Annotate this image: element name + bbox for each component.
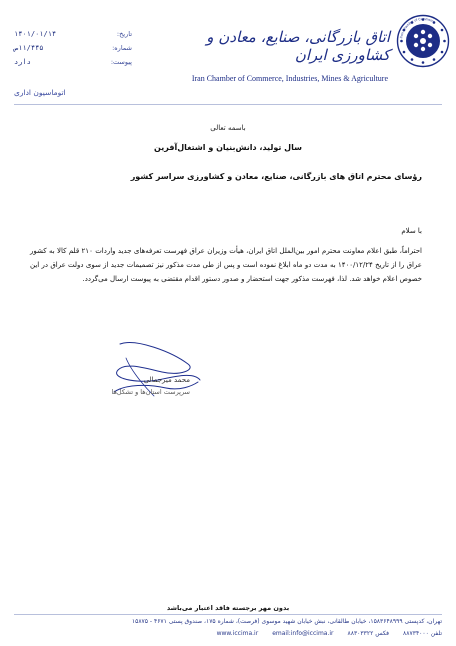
- signer-title: سرپرست استان‌ها و تشکل‌ها: [111, 388, 190, 396]
- date-value: ۱۴۰۱/۰۱/۱۴: [14, 30, 57, 38]
- year-motto: سال تولید، دانش‌بنیان و اشتغال‌آفرین: [154, 143, 302, 152]
- footer-address: تهران، کدپستی ۱۵۸۳۶۴۸۹۹۹، خیابان طالقانی، نبش خیابان شهید موسوی (فرصت)، شماره ۱۷۵، صندوق پستی ۴۶۷۱ - ۱۵۸۷۵: [131, 618, 442, 625]
- date-row: [14, 30, 132, 44]
- footer-phone: تلفن ۸۸۷۳۴۰۰۰: [403, 630, 442, 637]
- greeting: با سلام: [401, 227, 422, 235]
- number-label: شماره:: [112, 44, 132, 52]
- attachment-label: پیوست:: [110, 58, 132, 66]
- chamber-name-en: Iran Chamber of Commerce, Industries, Mines & Agriculture: [191, 74, 388, 83]
- header-divider: [14, 104, 442, 105]
- logo-text: Iran Chamber of Commerce: [399, 16, 436, 39]
- letter-body: احتراماً، طبق اعلام معاونت محترم امور بین‌الملل اتاق ایران، هیأت وزیران عراق فهرست تعرفه‌های جدید واردات ۲۱۰ قلم کالا به کشور عراق را از تاریخ ۱۴۰۰/۱۲/۲۴ به مدت دو ماه ابلاغ نموده است و پس از طی مدت مذکور نیز تصمیمات جدید از سوی دولت عراق در این خصوص اعلام خواهد شد. لذا، فهرست مذکور جهت استحضار و صدور دستور اقدام مقتضی به پیوست ارسال می‌گردد.: [30, 247, 422, 284]
- chamber-logo-icon: [396, 14, 450, 68]
- chamber-name-fa: اتاق بازرگانی، صنایع، معادن و کشاورزی ایران: [206, 28, 390, 64]
- signer-name: محمد میرجمالی: [143, 376, 190, 384]
- signature-icon: [96, 338, 206, 408]
- number-row: [14, 44, 132, 58]
- footer-contact: [14, 630, 442, 637]
- validity-note: بدون مهر برجسته فاقد اعتبار می‌باشد: [166, 604, 290, 612]
- attachment-value: دارد: [14, 58, 31, 66]
- number-value: ۱۱/۴۴۵ص: [14, 44, 44, 52]
- automation-label: اتوماسیون اداری: [14, 88, 66, 97]
- footer-website[interactable]: www.iccima.ir: [216, 630, 259, 637]
- footer-divider: [14, 614, 442, 615]
- attachment-row: [14, 58, 132, 72]
- date-label: تاریخ:: [116, 30, 132, 38]
- footer-email[interactable]: email:info@iccima.ir: [272, 630, 334, 637]
- recipient: رؤسای محترم اتاق های بازرگانی، صنایع، معادن و کشاورزی سراسر کشور: [130, 172, 422, 181]
- salutation: باسمه تعالی: [210, 124, 246, 132]
- footer-fax: فکس ۸۸۳۰۳۳۲۲: [347, 630, 390, 637]
- letter-meta: [14, 30, 132, 72]
